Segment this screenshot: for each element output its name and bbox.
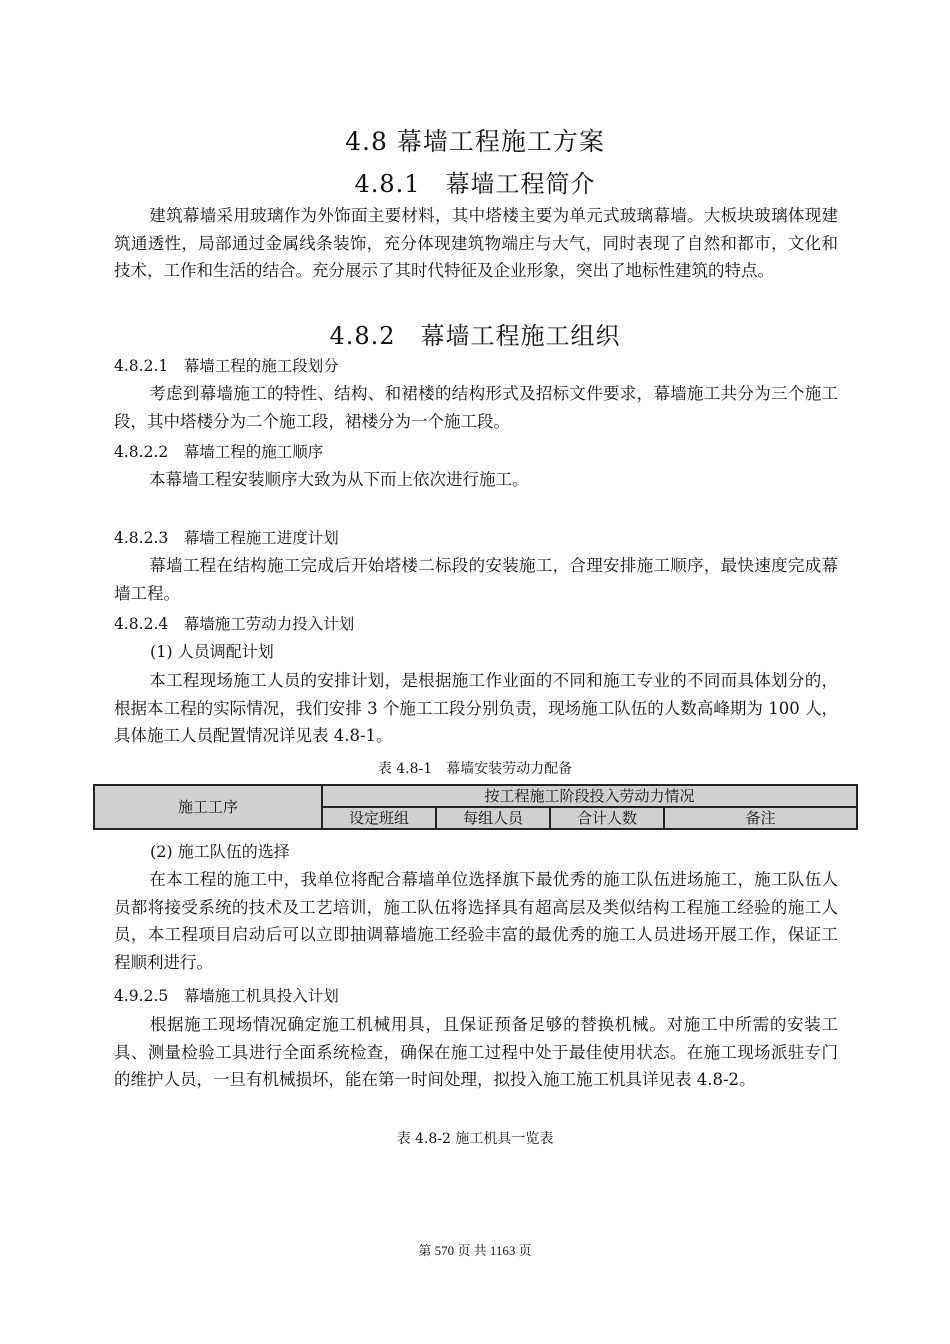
team-selection-text: 在本工程的施工中，我单位将配合幕墙单位选择旗下最优秀的施工队伍进场施工，施工队伍人员都将接受系统的技术及工艺培训，施工队伍将选择具有超高层及类似结构工程施工经验的施工人员，本工程项目启动后可以立即抽调幕墙施工经验丰富的最优秀的施工人员进场开展工作，保证工程顺利进行。: [114, 870, 838, 972]
sub-header-total: 合计人数: [550, 807, 664, 829]
labor-table: [93, 784, 858, 830]
section-4-8-2-2-title: 4.8.2.2 幕墙工程的施工顺序: [114, 443, 324, 461]
org-heading: 4.8.2 幕墙工程施工组织: [329, 322, 621, 350]
machinery-text: 根据施工现场情况确定施工机械用具，且保证预备足够的替换机械。对施工中所需的安装工具、测量检验工具进行全面系统检查，确保在施工过程中处于最佳使用状态。在施工现场派驻专门的维护人员，一旦有机械损坏，能在第一时间处理，拟投入施工施工机具详见表 4.8-2。: [114, 1015, 838, 1089]
sub-header-team: 设定班组: [322, 807, 436, 829]
col-process-header: 施工工序: [94, 785, 322, 829]
section-4-8-2-2-text: 本幕墙工程安装顺序大致为从下而上依次进行施工。: [149, 470, 529, 489]
section-4-8-2-3-title: 4.8.2.3 幕墙工程施工进度计划: [114, 529, 339, 547]
intro-heading: 4.8.1 幕墙工程简介: [354, 170, 596, 198]
section-4-8-2-3-text: 幕墙工程在结构施工完成后开始塔楼二标段的安装施工，合理安排施工顺序，最快速度完成幕墙工程。: [114, 556, 838, 603]
sub-header-per-group: 每组人员: [436, 807, 550, 829]
page-footer: 第 570 页 共 1163 页: [418, 1243, 532, 1258]
table-4-8-1-caption: 表 4.8-1 幕墙安装劳动力配备: [377, 761, 573, 777]
table-4-8-2-caption: 表 4.8-2 施工机具一览表: [396, 1131, 554, 1147]
sub-header-remarks: 备注: [664, 807, 857, 829]
section-4-8-2-1-text: 考虑到幕墙施工的特性、结构、和裙楼的结构形式及招标文件要求，幕墙施工共分为三个施工段，其中塔楼分为二个施工段，裙楼分为一个施工段。: [114, 384, 838, 431]
section-4-8-2-4-title: 4.8.2.4 幕墙施工劳动力投入计划: [114, 615, 355, 633]
main-heading: 4.8 幕墙工程施工方案: [345, 127, 605, 156]
col-group-header: 按工程施工阶段投入劳动力情况: [322, 785, 857, 807]
team-selection-item: (2) 施工队伍的选择: [150, 842, 290, 861]
staffing-plan-text: 本工程现场施工人员的安排计划，是根据施工作业面的不同和施工专业的不同而具体划分的，根据本工程的实际情况，我们安排 3 个施工工段分别负责，现场施工队伍的人数高峰期为 100 人，具体施工人员配置情况详见表 4.8-1。: [114, 671, 838, 745]
section-4-8-2-1-title: 4.8.2.1 幕墙工程的施工段划分: [114, 357, 339, 375]
staffing-plan-item: (1) 人员调配计划: [150, 642, 274, 661]
section-4-9-2-5-title: 4.9.2.5 幕墙施工机具投入计划: [114, 987, 339, 1005]
intro-paragraph: 建筑幕墙采用玻璃作为外饰面主要材料，其中塔楼主要为单元式玻璃幕墙。大板块玻璃体现建筑通透性，局部通过金属线条装饰，充分体现建筑物端庄与大气，同时表现了自然和都市，文化和技术，工作和生活的结合。充分展示了其时代特征及企业形象，突出了地标性建筑的特点。: [114, 206, 838, 280]
